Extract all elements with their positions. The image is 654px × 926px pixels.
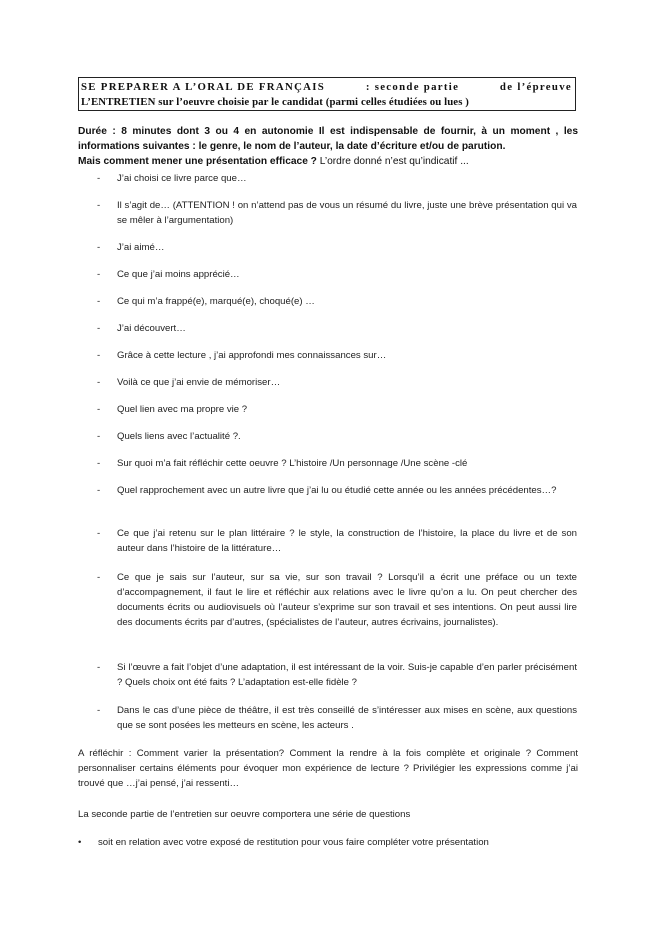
title-main: SE PREPARER A L’ORAL DE FRANÇAIS xyxy=(81,81,326,93)
intro-block xyxy=(78,124,578,169)
list-item-text: Ce que je sais sur l’auteur, sur sa vie, sur son travail ? Lorsqu’il a écrit une préface ou un texte d’accompagnement, il faut le lire et réfléchir aux relations avec le livre qu’on a lu. On peut chercher des documents écrits ou audiovisuels où l’auteur s’exprime sur son travail et ses intentions. On peut aussi lire des documents écrits par d’autres, (spécialistes de l’auteur, autres écrivains, journalistes). xyxy=(117,572,577,628)
dash-marker: - xyxy=(97,350,101,361)
bullet-marker: • xyxy=(78,837,82,848)
dash-marker: - xyxy=(97,296,101,307)
dash-marker: - xyxy=(97,528,101,539)
list-item-text: Sur quoi m’a fait réfléchir cette oeuvre ? L’histoire /Un personnage /Une scène -clé xyxy=(117,458,468,469)
list-item-text: Si l’œuvre a fait l’objet d’une adaptation, il est intéressant de la voir. Suis-je capable d’en parler précisément ? Quels choix ont été faits ? L’adaptation est-elle fidèle ? xyxy=(117,662,577,688)
dash-marker: - xyxy=(97,485,101,496)
list-item-text: Ce que j’ai retenu sur le plan littéraire ? le style, la construction de l’histoire, la place du livre et de son auteur dans l’histoire de la littérature… xyxy=(117,528,577,554)
intro-question-rest: L’ordre donné n’est qu’indicatif ... xyxy=(316,156,469,167)
list-item-text: Ce que j’ai moins apprécié… xyxy=(117,269,240,280)
second-part-sentence: La seconde partie de l’entretien sur oeuvre comportera une série de questions xyxy=(78,809,411,820)
dash-marker: - xyxy=(97,431,101,442)
reflection-paragraph: A réfléchir : Comment varier la présentation? Comment la rendre à la fois complète et originale ? Comment personnaliser certains éléments pour évoquer mon expérience de lecture ? Privilégier les expressions comme j’ai trouvé que …j’ai pensé, j’ai ressenti… xyxy=(78,748,578,789)
title-line-2: L’ENTRETIEN sur l’oeuvre choisie par le candidat (parmi celles étudiées ou lues ) xyxy=(81,96,469,108)
dash-marker: - xyxy=(97,173,101,184)
dash-marker: - xyxy=(97,200,101,211)
intro-information: informations suivantes : le genre, le nom de l’auteur, la date d’écriture et/ou de parution. xyxy=(78,141,506,152)
dash-marker: - xyxy=(97,458,101,469)
title-box xyxy=(78,77,576,111)
title-part: : seconde partie xyxy=(365,81,460,93)
dash-marker: - xyxy=(97,377,101,388)
list-item-text: Il s’agit de… (ATTENTION ! on n’attend pas de vous un résumé du livre, juste une brève présentation qui va se mêler à l’argumentation) xyxy=(117,200,577,226)
title-line-1 xyxy=(81,80,572,95)
list-item-text: J’ai choisi ce livre parce que… xyxy=(117,173,247,184)
list-item-text: Quel rapprochement avec un autre livre que j’ai lu ou étudié cette année ou les années précédentes…? xyxy=(117,485,557,496)
dash-marker: - xyxy=(97,705,101,716)
list-item-text: Quels liens avec l’actualité ?. xyxy=(117,431,241,442)
list-item-text: J’ai découvert… xyxy=(117,323,186,334)
title-exam: de l’épreuve xyxy=(499,81,572,93)
dash-marker: - xyxy=(97,572,101,583)
intro-question-bold: Mais comment mener une présentation efficace ? xyxy=(78,156,317,167)
dash-marker: - xyxy=(97,323,101,334)
list-item-text: Voilà ce que j’ai envie de mémoriser… xyxy=(117,377,281,388)
list-item-text: Grâce à cette lecture , j’ai approfondi mes connaissances sur… xyxy=(117,350,387,361)
list-item-text: Dans le cas d’une pièce de théâtre, il est très conseillé de s’intéresser aux mises en scène, aux questions que se sont posées les metteurs en scène, les acteurs . xyxy=(117,705,577,731)
list-item-text: Quel lien avec ma propre vie ? xyxy=(117,404,248,415)
bullet-text: soit en relation avec votre exposé de restitution pour vous faire compléter votre présentation xyxy=(98,837,489,848)
intro-duration: Durée : 8 minutes dont 3 ou 4 en autonomie Il est indispensable de fournir, à un moment , les xyxy=(78,126,578,137)
intro-question xyxy=(78,154,578,169)
list-item-text: J’ai aimé… xyxy=(117,242,165,253)
dash-marker: - xyxy=(97,404,101,415)
list-item-text: Ce qui m’a frappé(e), marqué(e), choqué(e) … xyxy=(117,296,315,307)
dash-marker: - xyxy=(97,242,101,253)
dash-marker: - xyxy=(97,269,101,280)
dash-marker: - xyxy=(97,662,101,673)
